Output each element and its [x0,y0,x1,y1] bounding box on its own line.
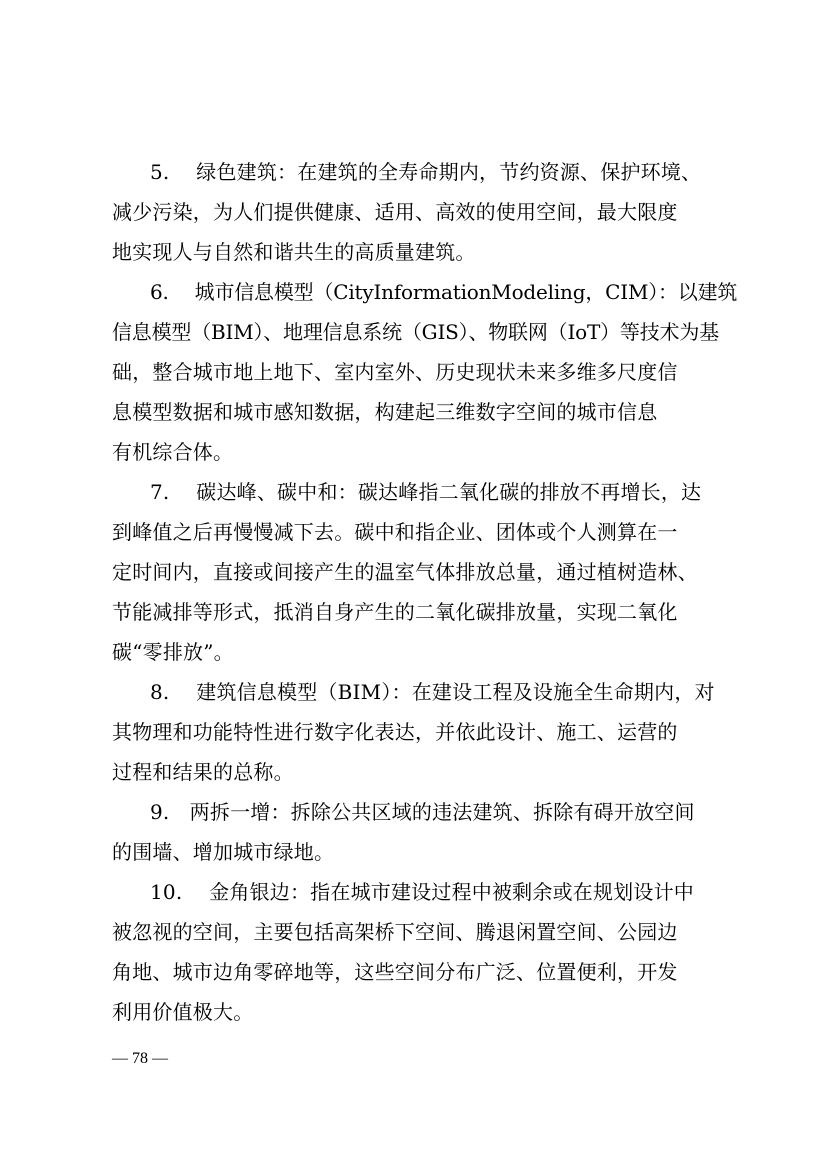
text-line: 碳“零排放”。 [112,640,234,664]
text-line: 础，整合城市地上地下、室内室外、历史现状未来多维多尺度信 [112,360,678,384]
text-line: 被忽视的空间，主要包括高架桥下空间、腾退闲置空间、公园边 [112,920,678,944]
text-line: 信息模型（BIM）、地理信息系统（GIS）、物联网（IoT）等技术为基 [112,320,719,344]
text-line: 定时间内，直接或间接产生的温室气体排放总量，通过植树造林、 [112,560,698,584]
text-line: 其物理和功能特性进行数字化表达，并依此设计、施工、运营的 [112,720,678,744]
text-line: 有机综合体。 [112,440,234,464]
text-line: 7. 碳达峰、碳中和：碳达峰指二氧化碳的排放不再增长，达 [150,480,702,504]
text-line: 息模型数据和城市感知数据，构建起三维数字空间的城市信息 [112,400,658,424]
text-line: 到峰值之后再慢慢减下去。碳中和指企业、团体或个人测算在一 [112,520,678,544]
text-line: 6. 城市信息模型（CityInformationModeling，CIM）：以建筑 [150,280,738,304]
text-line: 角地、城市边角零碎地等，这些空间分布广泛、位置便利，开发 [112,960,678,984]
text-line: 的围墙、增加城市绿地。 [112,840,335,864]
page-number: — 78 — [112,1050,168,1067]
text-line: 减少污染，为人们提供健康、适用、高效的使用空间，最大限度 [112,200,678,224]
text-line: 8. 建筑信息模型（BIM）：在建设工程及设施全生命期内，对 [150,680,715,704]
text-line: 过程和结果的总称。 [112,760,294,784]
text-line: 节能减排等形式，抵消自身产生的二氧化碳排放量，实现二氧化 [112,600,678,624]
text-line: 10. 金角银边：指在城市建设过程中被剩余或在规划设计中 [150,880,694,904]
text-line: 5. 绿色建筑：在建筑的全寿命期内，节约资源、保护环境、 [150,160,702,184]
text-line: 9. 两拆一增：拆除公共区域的违法建筑、拆除有碍开放空间 [150,800,695,824]
text-line: 地实现人与自然和谐共生的高质量建筑。 [112,240,476,264]
text-line: 利用价值极大。 [112,1000,254,1024]
